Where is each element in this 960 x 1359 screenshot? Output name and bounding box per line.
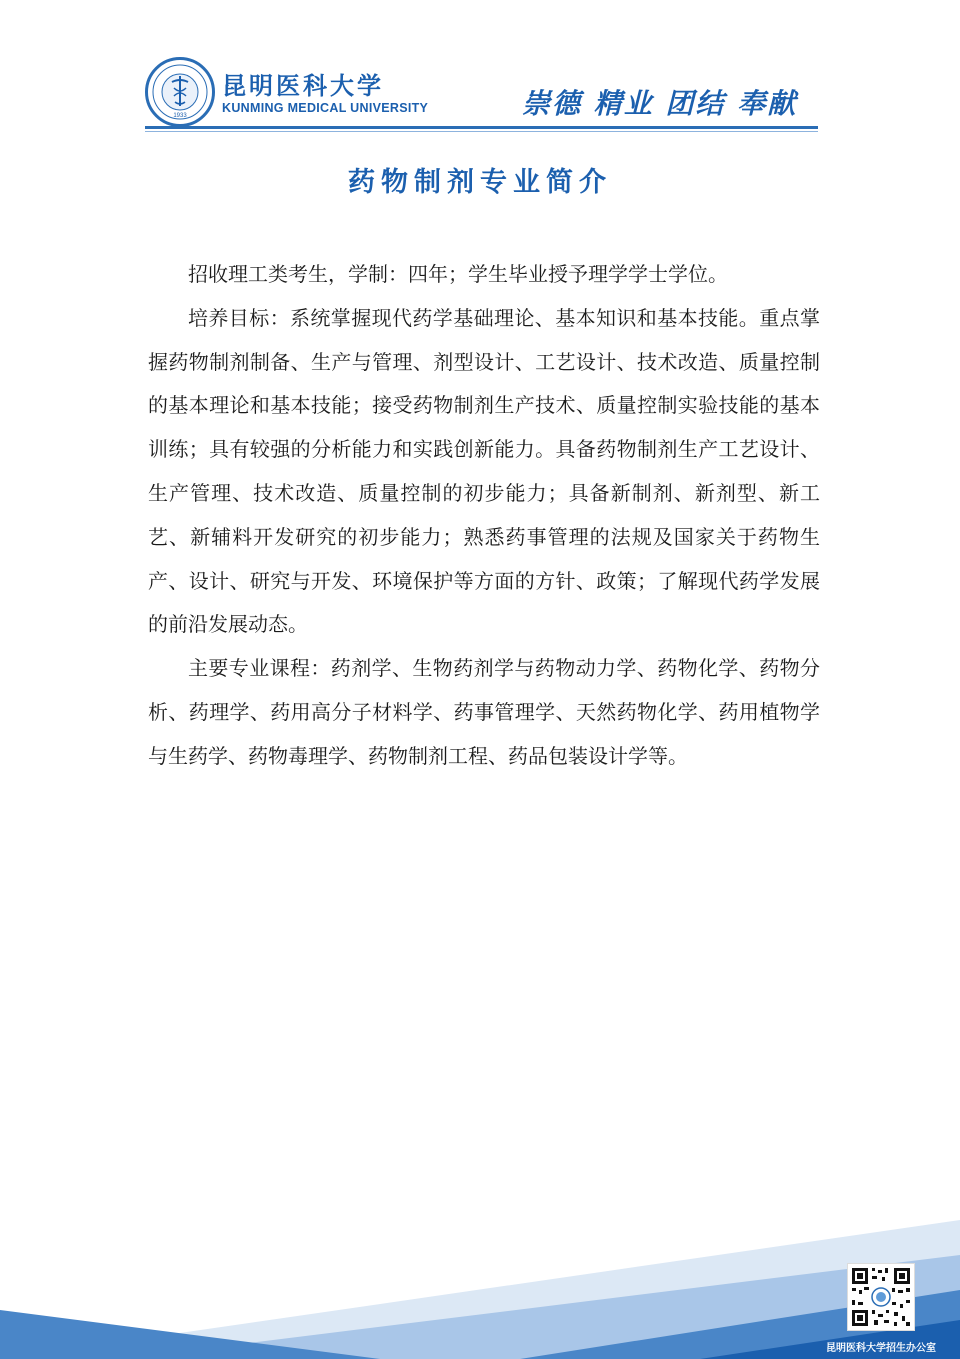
qr-code-pattern <box>848 1264 914 1330</box>
university-name-en: KUNMING MEDICAL UNIVERSITY <box>222 101 429 115</box>
paragraph-enrollment: 招收理工类考生，学制：四年；学生毕业授予理学学士学位。 <box>188 262 728 286</box>
header-divider <box>145 126 818 129</box>
seal-icon <box>148 60 212 124</box>
page-header <box>0 0 960 140</box>
qr-code-icon[interactable] <box>847 1263 915 1331</box>
paragraph-main-courses: 主要专业课程：药剂学、生物药剂学与药物动力学、药物化学、药物分析、药理学、药用高分子材料学、药事管理学、天然药物化学、药用植物学与生药学、药物毒理学、药物制剂工程、药品包装设计学等。 <box>148 656 820 768</box>
university-name-cn: 昆明医科大学 <box>222 71 384 100</box>
page-title: 药物制剂专业简介 <box>348 167 612 198</box>
university-motto: 崇德 精业 团结 奉献 <box>522 87 798 120</box>
university-seal-logo <box>145 57 215 127</box>
document-body <box>148 253 820 779</box>
seal-year: 1933 <box>173 113 187 119</box>
paragraph-training-goals: 培养目标：系统掌握现代药学基础理论、基本知识和基本技能。重点掌握药物制剂制备、生产与管理、剂型设计、工艺设计、技术改造、质量控制的基本理论和基本技能；接受药物制剂生产技术、质量控制实验技能的基本训练；具有较强的分析能力和实践创新能力。具备药物制剂生产工艺设计、生产管理、技术改造、质量控制的初步能力；具备新制剂、新剂型、新工艺、新辅料开发研究的初步能力；熟悉药事管理的法规及国家关于药物生产、设计、研究与开发、环境保护等方面的方针、政策；了解现代药学发展的前沿发展动态。 <box>148 305 820 637</box>
footer-wave-graphic <box>0 1200 960 1359</box>
qr-caption: 昆明医科大学招生办公室 <box>826 1343 936 1354</box>
header-divider-thin <box>145 131 818 132</box>
